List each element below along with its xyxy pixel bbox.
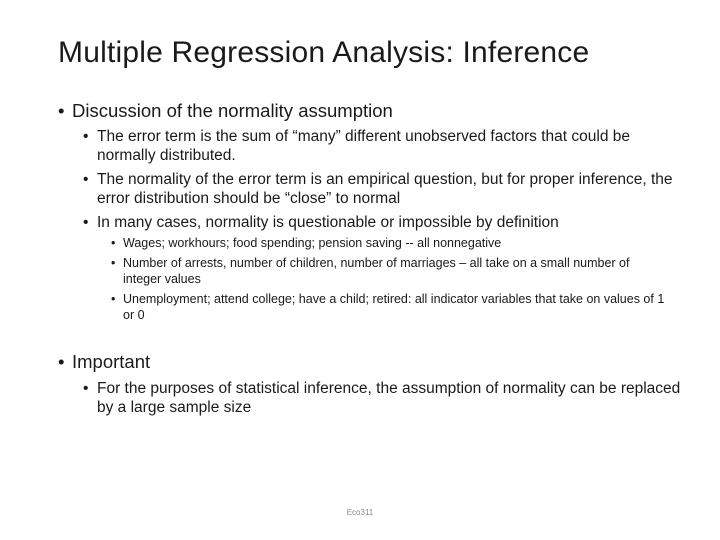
slide-footer: Eco311: [346, 508, 374, 517]
bullet-marker: •: [111, 256, 116, 270]
bullet-marker: •: [111, 236, 116, 250]
bullet-marker: •: [83, 171, 89, 188]
subbullet-large-sample-size: [83, 379, 693, 417]
bullet-marker: •: [83, 380, 89, 397]
bullet-text: Important: [72, 351, 151, 372]
subsubbullet-integer-values: [111, 256, 651, 287]
subsubbullet-indicator-variables: [111, 292, 676, 323]
bullet-marker: •: [58, 351, 65, 372]
bullet-text: The error term is the sum of “many” different unobserved factors that could be normally distributed.: [97, 128, 630, 164]
bullet-text: The normality of the error term is an empirical question, but for proper inference, the error distribution should be “close” to normal: [97, 171, 673, 207]
bullet-text: Discussion of the normality assumption: [72, 100, 393, 121]
bullet-text: Number of arrests, number of children, number of marriages – all take on a small number of integer values: [123, 256, 630, 286]
bullet-text: Wages; workhours; food spending; pension saving -- all nonnegative: [123, 236, 502, 250]
bullet-important: [58, 350, 698, 374]
subsubbullet-nonnegative: [111, 236, 691, 252]
slide-title: Multiple Regression Analysis: Inference: [58, 36, 590, 69]
bullet-marker: •: [83, 128, 89, 145]
bullet-text: Unemployment; attend college; have a child; retired: all indicator variables that take on values of 1 or 0: [123, 292, 665, 322]
bullet-normality-discussion: [58, 99, 698, 123]
subbullet-error-term-sum: [83, 127, 683, 165]
subbullet-empirical-question: [83, 170, 683, 208]
bullet-text: In many cases, normality is questionable or impossible by definition: [97, 214, 559, 231]
bullet-text: For the purposes of statistical inference, the assumption of normality can be replaced by a large sample size: [97, 380, 681, 416]
bullet-marker: •: [58, 100, 65, 121]
bullet-marker: •: [111, 292, 116, 306]
subbullet-normality-questionable: [83, 213, 683, 232]
bullet-marker: •: [83, 214, 89, 231]
